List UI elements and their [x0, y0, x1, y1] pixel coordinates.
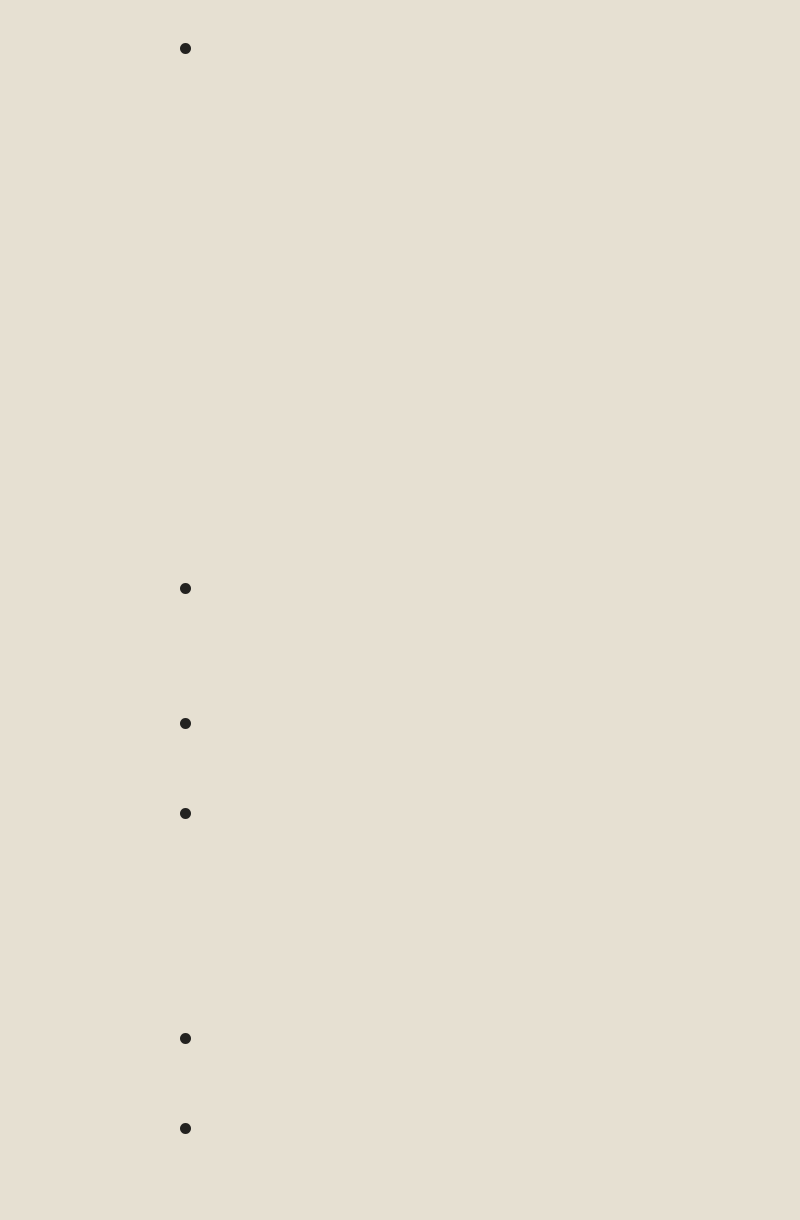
bullet-icon [180, 1123, 191, 1134]
bullet-icon [180, 43, 191, 54]
bullet-icon [180, 808, 191, 819]
bullet-icon [180, 583, 191, 594]
bullet-icon [180, 1033, 191, 1044]
bullet-icon [180, 718, 191, 729]
